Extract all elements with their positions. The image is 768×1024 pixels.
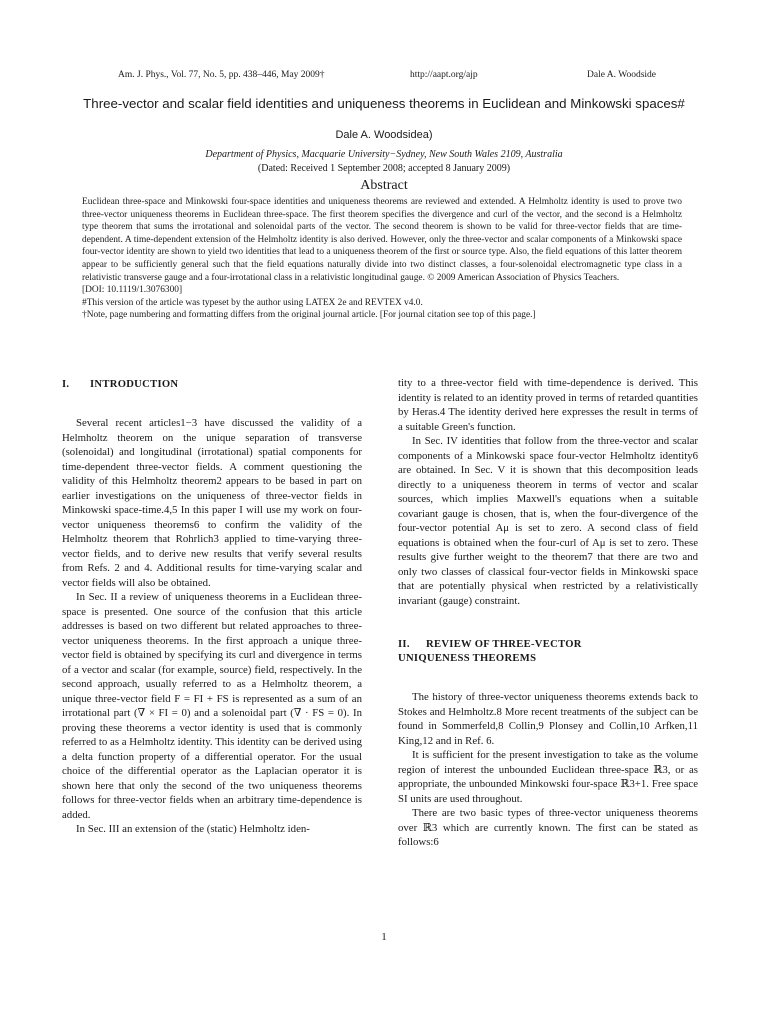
abstract-heading: Abstract: [360, 178, 408, 193]
intro-paragraph-2: In Sec. II a review of uniqueness theorems in a Euclidean three-space is presented. One source of the confusion that this article addresses is based on two different but related approaches to three-vector uniqueness theorems. In the first approach a unique three-vector field is obtained by specifying its curl and divergence in terms of a vector and scalar (for example, source) field, respectively. In the second approach, usually referred to as a Helmholtz theorem, a unique three-vector field F = FI + FS is represented as a sum of an irrotational part (∇ × FI = 0) and a solenoidal part (∇ · FS = 0). In proving these theorems a vector identity is used that is commonly referred to as a Helmholtz identity. This identity can be derived using a delta function property of a differential operator. For the usual choice of the differential operator as the Laplacian operator it is shown here that only the second of the two uniqueness theorems follows for three-vector fields when an arbitrary time-dependence is added.: [62, 591, 362, 821]
pagination-note: †Note, page numbering and formatting differs from the original journal article. [For journal citation see top of this page.]: [82, 310, 536, 321]
review-paragraph-1: The history of three-vector uniqueness theorems extends back to Stokes and Helmholtz.8 More recent treatments of the subject can be found in Sommerfeld,8 Collin,9 Plonsey and Collin,10 Arfken,11 King,12 and in Ref. 6.: [398, 691, 698, 747]
section-title: INTRODUCTION: [90, 379, 179, 390]
review-paragraph-2: It is sufficient for the present investigation to take as the volume region of interest the unbounded Euclidean three-space ℝ3, or as appropriate, the unbounded Minkowski four-space ℝ3+1. Free space SI units are used throughout.: [398, 749, 698, 805]
intro-paragraph-3: In Sec. III an extension of the (static) Helmholtz iden-: [76, 823, 310, 835]
author-name: Dale A. Woodsidea): [335, 129, 433, 141]
intro-paragraph-1: Several recent articles1−3 have discussed the validity of a Helmholtz theorem on the unique separation of transverse (solenoidal) and longitudinal (irrotational) spatial components for time-dependent three-vector fields. A comment questioning the validity of this Helmholtz theorem2 appears to be based in part on earlier investigations on the uniqueness of three-vector fields in Minkowski space-time.4,5 In this paper I will use my work on four-vector uniqueness theorems6 to confirm the validity of the Helmholtz theorem that Rohrlich3 applied to time-varying three-vector fields, and to derive new results that verify several results from Refs. 2 and 4. Additional results for time-varying scalar and vector fields will also be obtained.: [62, 417, 362, 589]
typeset-note: #This version of the article was typeset by the author using LATEX 2e and REVTEX v4.0.: [82, 297, 423, 308]
page-number: 1: [381, 931, 387, 943]
right-column: [398, 376, 698, 850]
abstract-text: Euclidean three-space and Minkowski four-space identities and uniqueness theorems are reviewed and extended. A Helmholtz identity is used to prove two three-vector uniqueness theorems in Euclidean three-space. The first theorem specifies the divergence and curl of the vector, and the second is a Helmholtz type theorem that sums the irrotational and solenoidal parts of the vector. The second theorem is shown to be valid for three-vector fields that are time-dependent. A time-dependent extension of the Helmholtz identity is also derived. However, only the three-vector and scalar components of a Minkowski space four-vector identity are shown to yield two identities that lead to a uniqueness theorem of the first or source type. Also, the field equations of this latter theorem appear to be sufficiently general such that the field equations naturally divide into two distinct classes, a four-solenoidal electromagnetic type class in a relativistic transverse gauge and a four-irrotational class in a relativistic longitudinal gauge. © 2009 American Association of Physics Teachers.: [82, 197, 682, 283]
left-column: [62, 376, 362, 837]
paper-title: Three-vector and scalar field identities and uniqueness theorems in Euclidean and Minkowski spaces#: [83, 96, 685, 111]
journal-url[interactable]: http://aapt.org/ajp: [410, 70, 478, 80]
section-title-line2: UNIQUENESS THEOREMS: [398, 653, 537, 664]
section-heading-introduction: [62, 378, 362, 392]
doi-line[interactable]: [DOI: 10.1119/1.3076300]: [82, 285, 183, 296]
received-dates: (Dated: Received 1 September 2008; accepted 8 January 2009): [257, 163, 511, 174]
journal-citation: Am. J. Phys., Vol. 77, No. 5, pp. 438–446, May 2009†: [118, 70, 325, 80]
section-heading-review: [398, 638, 698, 666]
intro-paragraph-4: In Sec. IV identities that follow from the three-vector and scalar components of a Minkowski space four-vector Helmholtz identity6 are obtained. In Sec. V it is shown that this decomposition leads directly to a uniqueness theorem in terms of vector and scalar sources, which implies Maxwell's equations when a suitable covariant gauge is chosen, that is, when the four-divergence of the four-vector potential Aμ is set to zero. A second class of field equations is obtained when the four-curl of Aμ is set to zero. These results give further weight to the theorem7 that there are two and only two classes of classical four-vector fields in Minkowski space that are potentially physical when restricted by a relativistically invariant (gauge) constraint.: [398, 435, 698, 607]
section-number: II.: [398, 639, 410, 650]
intro-paragraph-3-continued: tity to a three-vector field with time-dependence is derived. This identity is related to an identity proved in terms of retarded quantities by Heras.4 The identity derived here expresses the result in terms of a suitable Green's function.: [398, 377, 698, 433]
author-affiliation: Department of Physics, Macquarie University−Sydney, New South Wales 2109, Australia: [205, 149, 563, 160]
running-author: Dale A. Woodside: [587, 70, 656, 80]
section-number: I.: [62, 379, 70, 390]
section-title-line1: REVIEW OF THREE-VECTOR: [426, 639, 582, 650]
abstract-block: [82, 196, 682, 322]
review-paragraph-3: There are two basic types of three-vector uniqueness theorems over ℝ3 which are currently known. The first can be stated as follows:6: [398, 807, 698, 848]
